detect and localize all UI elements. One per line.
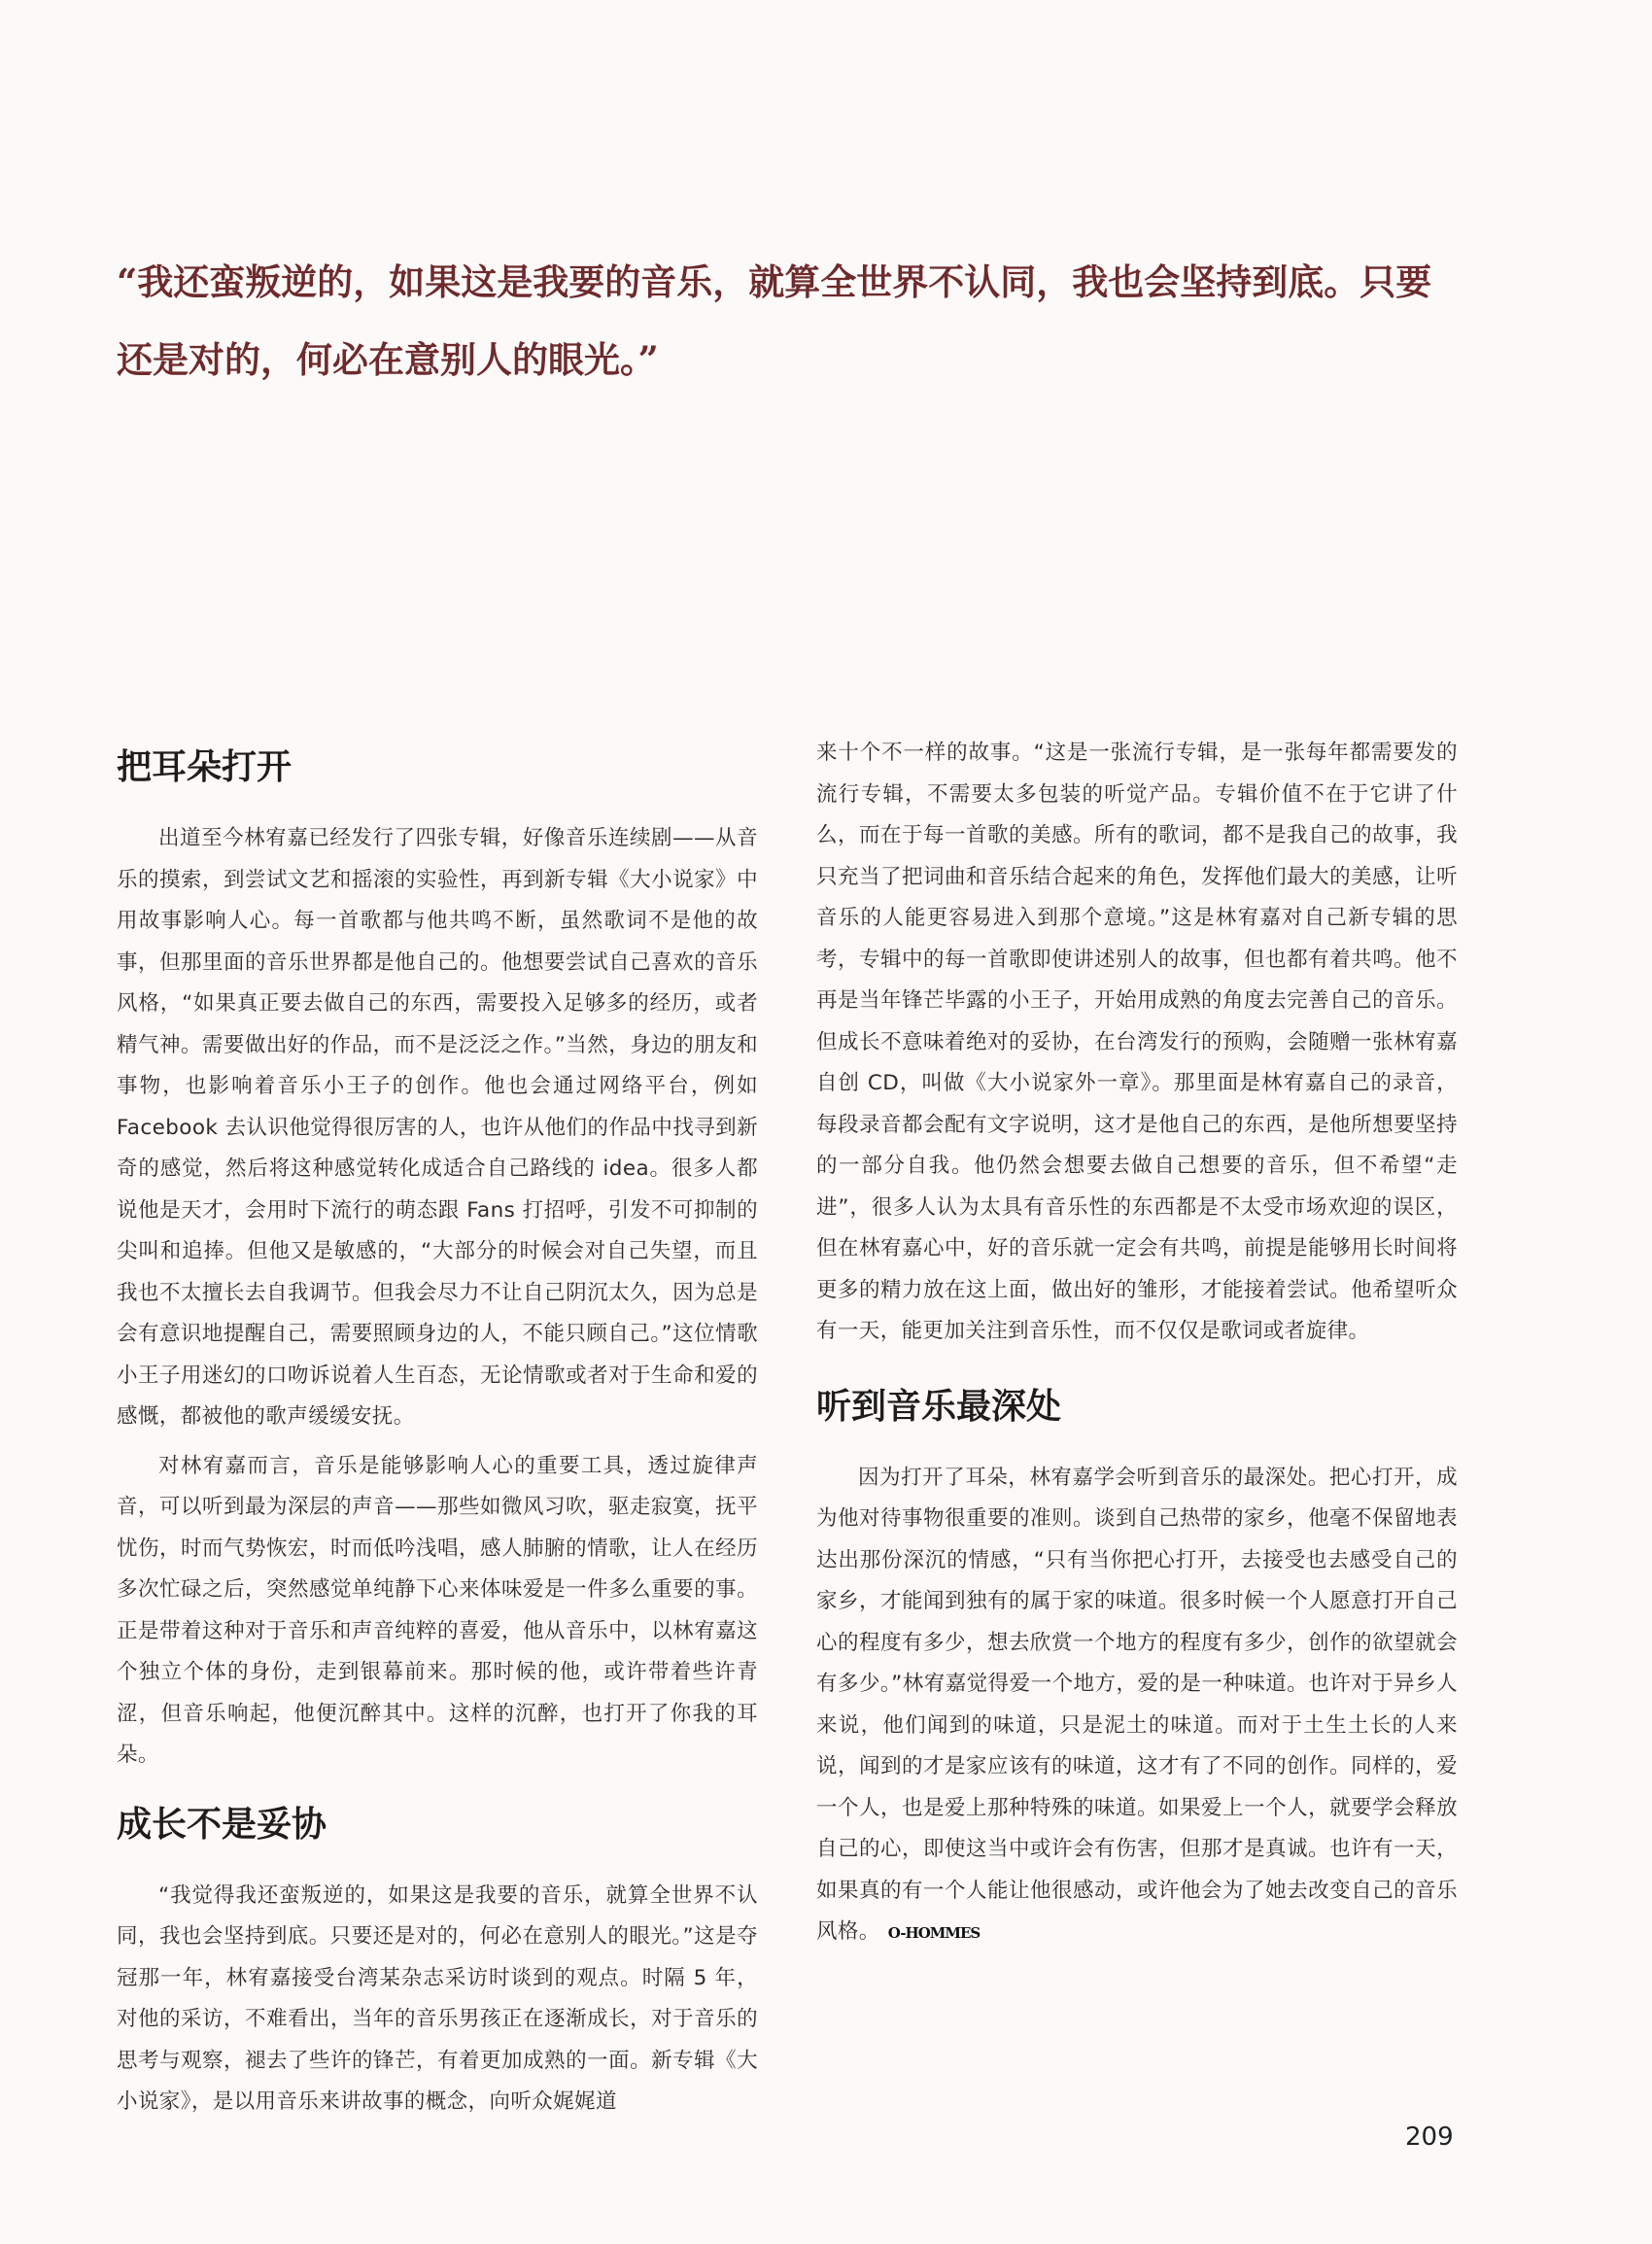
- section-heading-open-ears: 把耳朵打开: [117, 747, 293, 787]
- body-paragraph: 出道至今林宥嘉已经发行了四张专辑，好像音乐连续剧——从音乐的摸索，到尝试文艺和摇滚的实验性，再到新专辑《大小说家》中用故事影响人心。每一首歌都与他共鸣不断，虽然歌词不是他的故事，但那里面的音乐世界都是他自己的。他想要尝试自己喜欢的音乐风格，“如果真正要去做自己的东西，需要投入足够多的经历，或者精气神。需要做出好的作品，而不是泛泛之作。”当然，身边的朋友和事物，也影响着音乐小王子的创作。他也会通过网络平台，例如 Facebook 去认识他觉得很厉害的人，也许从他们的作品中找寻到新奇的感觉，然后将这种感觉转化成适合自己路线的 idea。很多人都说他是天才，会用时下流行的萌态跟 Fans 打招呼，引发不可抑制的尖叫和追捧。但他又是敏感的，“大部分的时候会对自己失望，而且我也不太擅长去自我调节。但我会尽力不让自己阴沉太久，因为总是会有意识地提醒自己，需要照顾身边的人，不能只顾自己。”这位情歌小王子用迷幻的口吻诉说着人生百态，无论情歌或者对于生命和爱的感慨，都被他的歌声缓缓安抚。: [117, 826, 758, 1429]
- section-heading-deep-music: 听到音乐最深处: [816, 1386, 1062, 1427]
- body-paragraph-continued: 来十个不一样的故事。“这是一张流行专辑，是一张每年都需要发的流行专辑，不需要太多包装的听觉产品。专辑价值不在于它讲了什么，而在于每一首歌的美感。所有的歌词，都不是我自己的故事，我只充当了把词曲和音乐结合起来的角色，发挥他们最大的美感，让听音乐的人能更容易进入到那个意境。”这是林宥嘉对自己新专辑的思考，专辑中的每一首歌即使讲述别人的故事，但也都有着共鸣。他不再是当年锋芒毕露的小王子，开始用成熟的角度去完善自己的音乐。但成长不意味着绝对的妥协，在台湾发行的预购，会随赠一张林宥嘉自创 CD，叫做《大小说家外一章》。那里面是林宥嘉自己的录音，每段录音都会配有文字说明，这才是他自己的东西，是他所想要坚持的一部分自我。他仍然会想要去做自己想要的音乐，但不希望“走进”，很多人认为太具有音乐性的东西都是不太受市场欢迎的误区，但在林宥嘉心中，好的音乐就一定会有共鸣，前提是能够用长时间将更多的精力放在这上面，做出好的雏形，才能接着尝试。他希望听众有一天，能更加关注到音乐性，而不仅仅是歌词或者旋律。: [816, 741, 1458, 1343]
- page-number: 209: [1405, 2123, 1454, 2152]
- left-column: [117, 719, 758, 2131]
- brand-end-mark: O-HOMMES: [887, 1924, 981, 1942]
- pull-quote: “我还蛮叛逆的，如果这是我要的音乐，就算全世界不认同，我也会坚持到底。只要还是对的，何必在意别人的眼光。”: [117, 260, 1432, 381]
- right-column: [816, 733, 1458, 1962]
- body-paragraph: “我觉得我还蛮叛逆的，如果这是我要的音乐，就算全世界不认同，我也会坚持到底。只要还是对的，何必在意别人的眼光。”这是夺冠那一年，林宥嘉接受台湾某杂志采访时谈到的观点。时隔 5 年，对他的采访，不难看出，当年的音乐男孩正在逐渐成长，对于音乐的思考与观察，褪去了些许的锋芒，有着更加成熟的一面。新专辑《大小说家》，是以用音乐来讲故事的概念，向听众娓娓道: [117, 1882, 758, 2114]
- body-paragraph: 对林宥嘉而言，音乐是能够影响人心的重要工具，透过旋律声音，可以听到最为深层的声音——那些如微风习吹，驱走寂寞，抚平忧伤，时而气势恢宏，时而低吟浅唱，感人肺腑的情歌，让人在经历多次忙碌之后，突然感觉单纯静下心来体味爱是一件多么重要的事。正是带着这种对于音乐和声音纯粹的喜爱，他从音乐中，以林宥嘉这个独立个体的身份，走到银幕前来。那时候的他，或许带着些许青涩，但音乐响起，他便沉醉其中。这样的沉醉，也打开了你我的耳朵。: [117, 1453, 758, 1767]
- body-paragraph-text: 因为打开了耳朵，林宥嘉学会听到音乐的最深处。把心打开，成为他对待事物很重要的准则。谈到自己热带的家乡，他毫不保留地表达出那份深沉的情感，“只有当你把心打开，去接受也去感受自己的家乡，才能闻到独有的属于家的味道。很多时候一个人愿意打开自己心的程度有多少，想去欣赏一个地方的程度有多少，创作的欲望就会有多少。”林宥嘉觉得爱一个地方，爱的是一种味道。也许对于异乡人来说，他们闻到的味道，只是泥土的味道。而对于土生土长的人来说，闻到的才是家应该有的味道，这才有了不同的创作。同样的，爱一个人，也是爱上那种特殊的味道。如果爱上一个人，就要学会释放自己的心，即使这当中或许会有伤害，但那才是真诚。也许有一天，如果真的有一个人能让他很感动，或许他会为了她去改变自己的音乐风格。: [816, 1465, 1458, 1944]
- body-paragraph: [816, 1458, 1458, 1954]
- section-heading-growth: 成长不是妥协: [117, 1804, 327, 1845]
